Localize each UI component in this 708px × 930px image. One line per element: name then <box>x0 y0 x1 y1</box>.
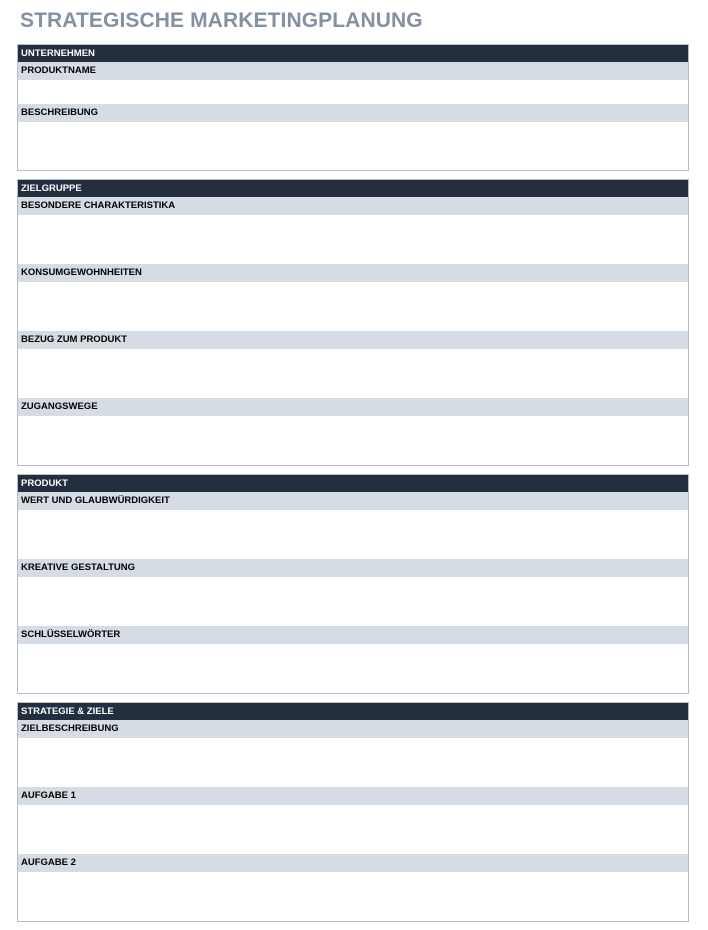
marketing-plan-form <box>17 44 689 930</box>
field-label-schluesselwoerter: SCHLÜSSELWÖRTER <box>18 626 688 644</box>
field-input-bezug-zum-produkt[interactable] <box>18 349 688 398</box>
field-label-konsumgewohnheiten: KONSUMGEWOHNHEITEN <box>18 264 688 282</box>
field-input-zielbeschreibung[interactable] <box>18 738 688 787</box>
section-header: STRATEGIE & ZIELE <box>18 703 688 720</box>
field-label-zielbeschreibung: ZIELBESCHREIBUNG <box>18 720 688 738</box>
section-header: UNTERNEHMEN <box>18 45 688 62</box>
field-input-schluesselwoerter[interactable] <box>18 644 688 693</box>
field-input-zugangswege[interactable] <box>18 416 688 465</box>
field-label-kreative-gestaltung: KREATIVE GESTALTUNG <box>18 559 688 577</box>
section-unternehmen <box>17 44 689 171</box>
field-input-aufgabe-2[interactable] <box>18 872 688 921</box>
field-label-besondere-charakteristika: BESONDERE CHARAKTERISTIKA <box>18 197 688 215</box>
section-header: PRODUKT <box>18 475 688 492</box>
field-label-zugangswege: ZUGANGSWEGE <box>18 398 688 416</box>
field-label-produktname: PRODUKTNAME <box>18 62 688 80</box>
field-label-aufgabe-1: AUFGABE 1 <box>18 787 688 805</box>
section-produkt <box>17 474 689 694</box>
field-label-aufgabe-2: AUFGABE 2 <box>18 854 688 872</box>
section-strategie-ziele <box>17 702 689 922</box>
field-input-produktname[interactable] <box>18 80 688 104</box>
field-input-konsumgewohnheiten[interactable] <box>18 282 688 331</box>
section-header: ZIELGRUPPE <box>18 180 688 197</box>
field-input-beschreibung[interactable] <box>18 122 688 170</box>
section-zielgruppe <box>17 179 689 466</box>
field-input-wert-und-glaubwuerdigkeit[interactable] <box>18 510 688 559</box>
page-title: STRATEGISCHE MARKETINGPLANUNG <box>20 9 423 32</box>
field-input-besondere-charakteristika[interactable] <box>18 215 688 264</box>
field-label-wert-und-glaubwuerdigkeit: WERT UND GLAUBWÜRDIGKEIT <box>18 492 688 510</box>
field-label-bezug-zum-produkt: BEZUG ZUM PRODUKT <box>18 331 688 349</box>
field-label-beschreibung: BESCHREIBUNG <box>18 104 688 122</box>
field-input-aufgabe-1[interactable] <box>18 805 688 854</box>
field-input-kreative-gestaltung[interactable] <box>18 577 688 626</box>
